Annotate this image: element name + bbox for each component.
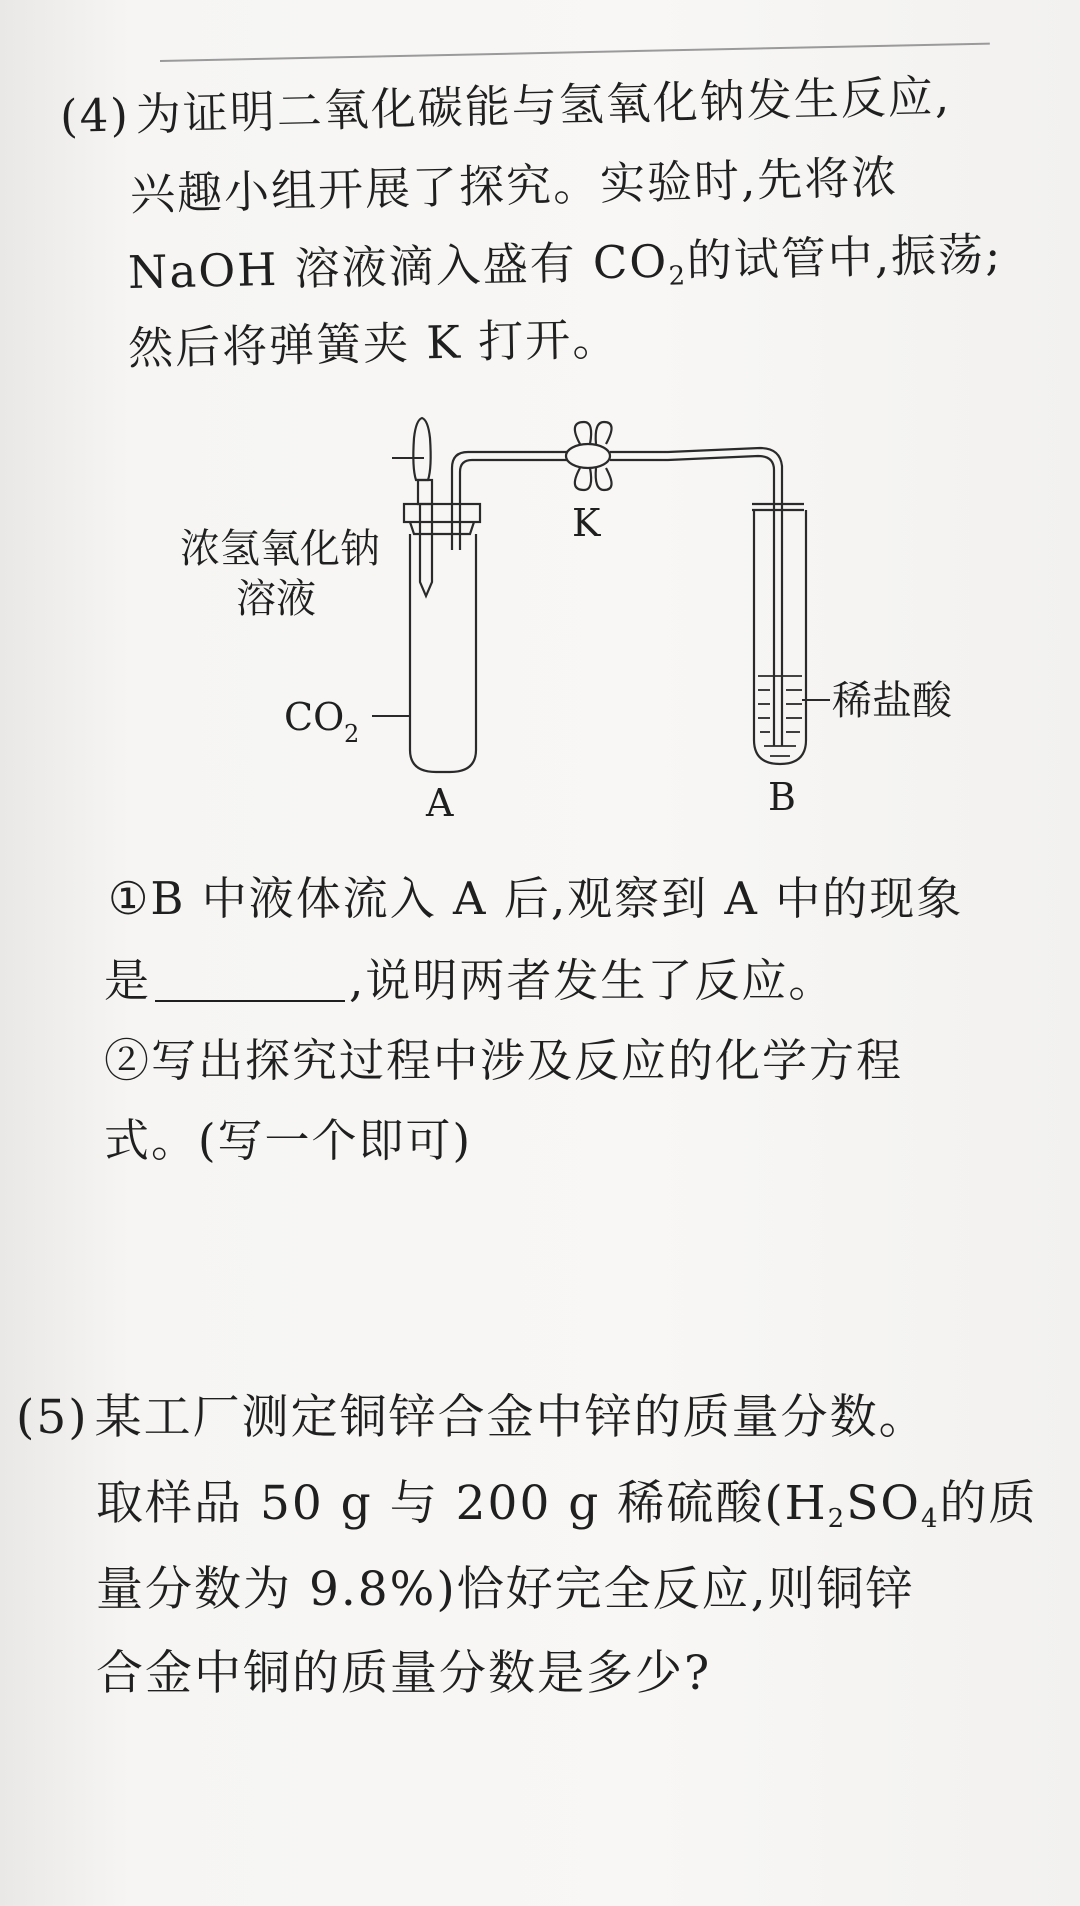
q4-line-3-pre: NaOH 溶液滴入盛有 CO [127,234,669,299]
q5-line-2-post: 的质 [939,1476,1038,1531]
tube-b [754,510,806,764]
q4-sub1-line-2 [104,944,835,1009]
q5-line-4: 合金中铜的质量分数是多少? [96,1646,712,1701]
label-naoh-1: 浓氢氧化钠 [180,526,380,572]
acid-liquid [758,676,802,756]
q4-line-4: 然后将弹簧夹 K 打开。 [127,312,620,375]
q5-line-2-sub1: 2 [827,1504,847,1534]
q4-line-1-text: 为证明二氧化碳能与氢氧化钠发生反应, [135,69,952,142]
q5-line-1-text: 某工厂测定铜锌合金中锌的质量分数。 [94,1390,928,1445]
label-co2: CO [284,695,345,739]
answer-blank [155,960,345,1002]
clip-k-body [566,444,610,468]
clip-k-lower-left [575,468,591,490]
dropper-stem [420,504,432,596]
q4-line-3-sub: 2 [668,261,688,292]
clip-k-upper-right [596,422,612,444]
q5-line-3: 量分数为 9.8%)恰好完全反应,则铜锌 [96,1562,915,1617]
dropper-bulb [413,418,430,480]
label-naoh-2: 溶液 [236,576,316,622]
q4-sub2-line-1: ②写出探究过程中涉及反应的化学方程 [104,1034,904,1087]
clip-k-upper-left [575,422,591,444]
q4-sub1-pre: 是 [104,954,152,1007]
label-acid: 稀盐酸 [832,678,952,724]
q5-line-2-mid: SO [846,1476,921,1531]
q5-line-2-sub2: 4 [920,1504,940,1534]
q4-sub1-post: ,说明两者发生了反应。 [349,954,836,1007]
stopper-a [404,504,480,522]
glass-tube-left [452,452,568,550]
label-b: B [768,775,796,819]
q4-line-3-post: 的试管中,振荡; [686,227,1003,288]
q4-line-2: 兴趣小组开展了探究。实验时,先将浓 [129,150,899,221]
q4-sub2-line-2: 式。(写一个即可) [104,1114,473,1167]
q5-line-2 [96,1466,1037,1534]
q5-number: (5) [16,1390,89,1445]
q5-line-1 [16,1380,928,1447]
q5-line-2-pre: 取样品 50 g 与 200 g 稀硫酸(H [96,1476,828,1531]
apparatus-diagram [170,400,970,840]
clip-k-lower-right [596,468,612,490]
q4-number: (4) [59,88,131,143]
label-a: A [426,781,454,825]
label-k: K [572,501,601,545]
label-co2-sub: 2 [344,720,360,748]
dropper-neck [418,480,432,504]
q4-sub1-line-1: ①B 中液体流入 A 后,观察到 A 中的现象 [108,872,964,925]
